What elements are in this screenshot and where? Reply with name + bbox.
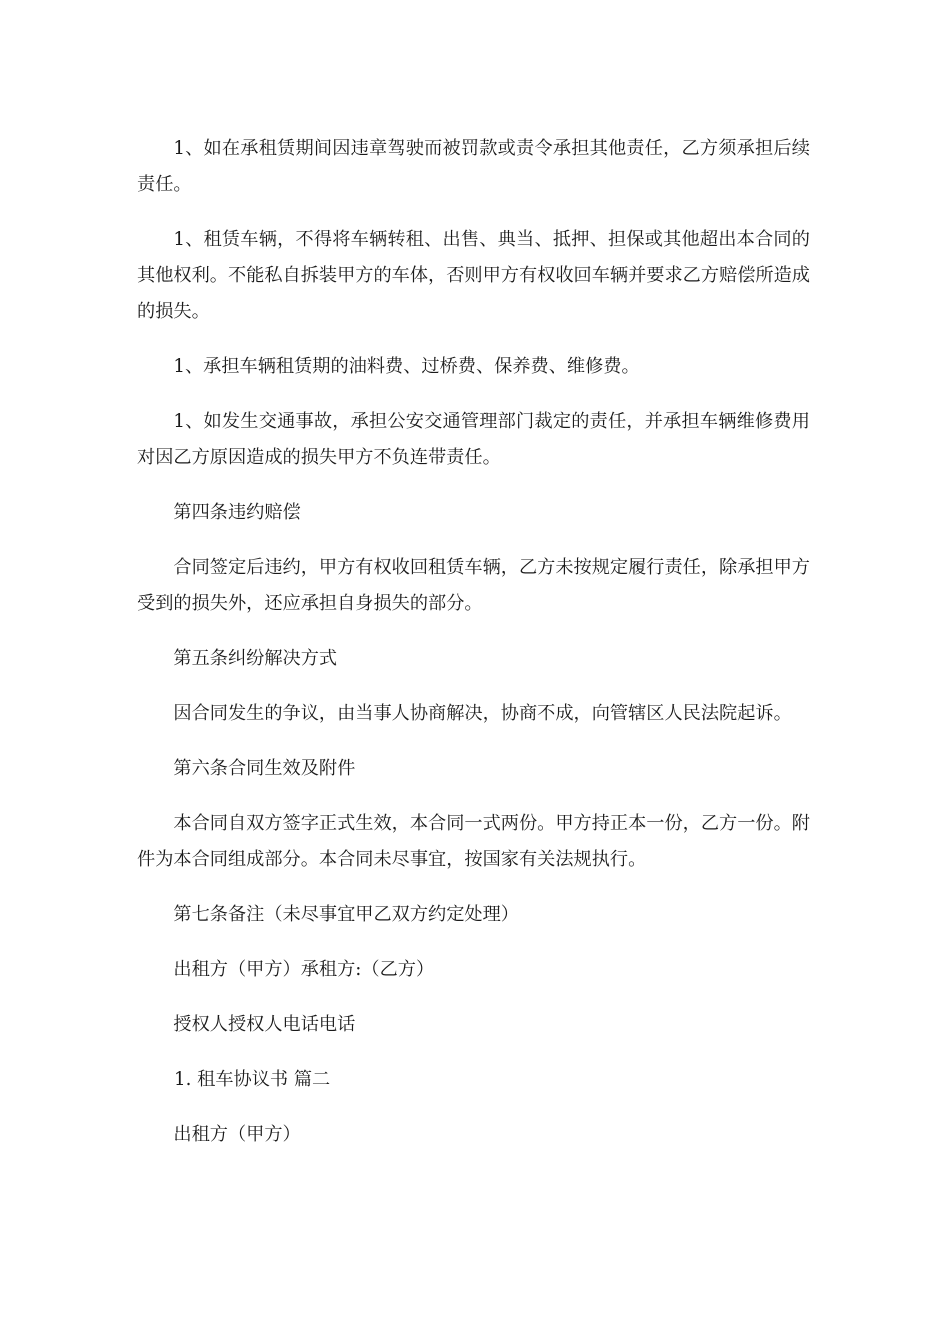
article-6-heading: 第六条合同生效及附件 <box>173 758 356 779</box>
clause-traffic-accident: 1、如发生交通事故，承担公安交通管理部门裁定的责任，并承担车辆维修费用对因乙方原因造成的损失甲方不负连带责任。 <box>137 411 810 468</box>
signature-authorized-line: 授权人授权人电话电话 <box>173 1014 356 1035</box>
lessor-line: 出租方（甲方） <box>173 1124 301 1145</box>
signature-parties-line: 出租方（甲方）承租方:（乙方） <box>173 959 435 980</box>
article-4-text: 合同签定后违约，甲方有权收回租赁车辆，乙方未按规定履行责任，除承担甲方受到的损失外，还应承担自身损失的部分。 <box>137 557 810 614</box>
article-5-text: 因合同发生的争议，由当事人协商解决，协商不成，向管辖区人民法院起诉。 <box>173 703 792 724</box>
clause-running-costs: 1、承担车辆租赁期的油料费、过桥费、保养费、维修费。 <box>173 356 640 377</box>
article-5-heading: 第五条纠纷解决方式 <box>173 648 338 669</box>
clause-no-sublease: 1、租赁车辆，不得将车辆转租、出售、典当、抵押、担保或其他超出本合同的其他权利。不能私自拆装甲方的车体，否则甲方有权收回车辆并要求乙方赔偿所造成的损失。 <box>137 229 810 322</box>
section-title-part-two: 1. 租车协议书 篇二 <box>174 1069 331 1090</box>
clause-violation-fines: 1、如在承租赁期间因违章驾驶而被罚款或责令承担其他责任，乙方须承担后续责任。 <box>137 138 810 195</box>
article-7-heading: 第七条备注（未尽事宜甲乙双方约定处理） <box>173 904 519 925</box>
article-4-heading: 第四条违约赔偿 <box>173 502 301 523</box>
article-6-text: 本合同自双方签字正式生效，本合同一式两份。甲方持正本一份，乙方一份。附件为本合同组成部分。本合同未尽事宜，按国家有关法规执行。 <box>137 813 810 870</box>
document-body <box>137 131 810 1172</box>
